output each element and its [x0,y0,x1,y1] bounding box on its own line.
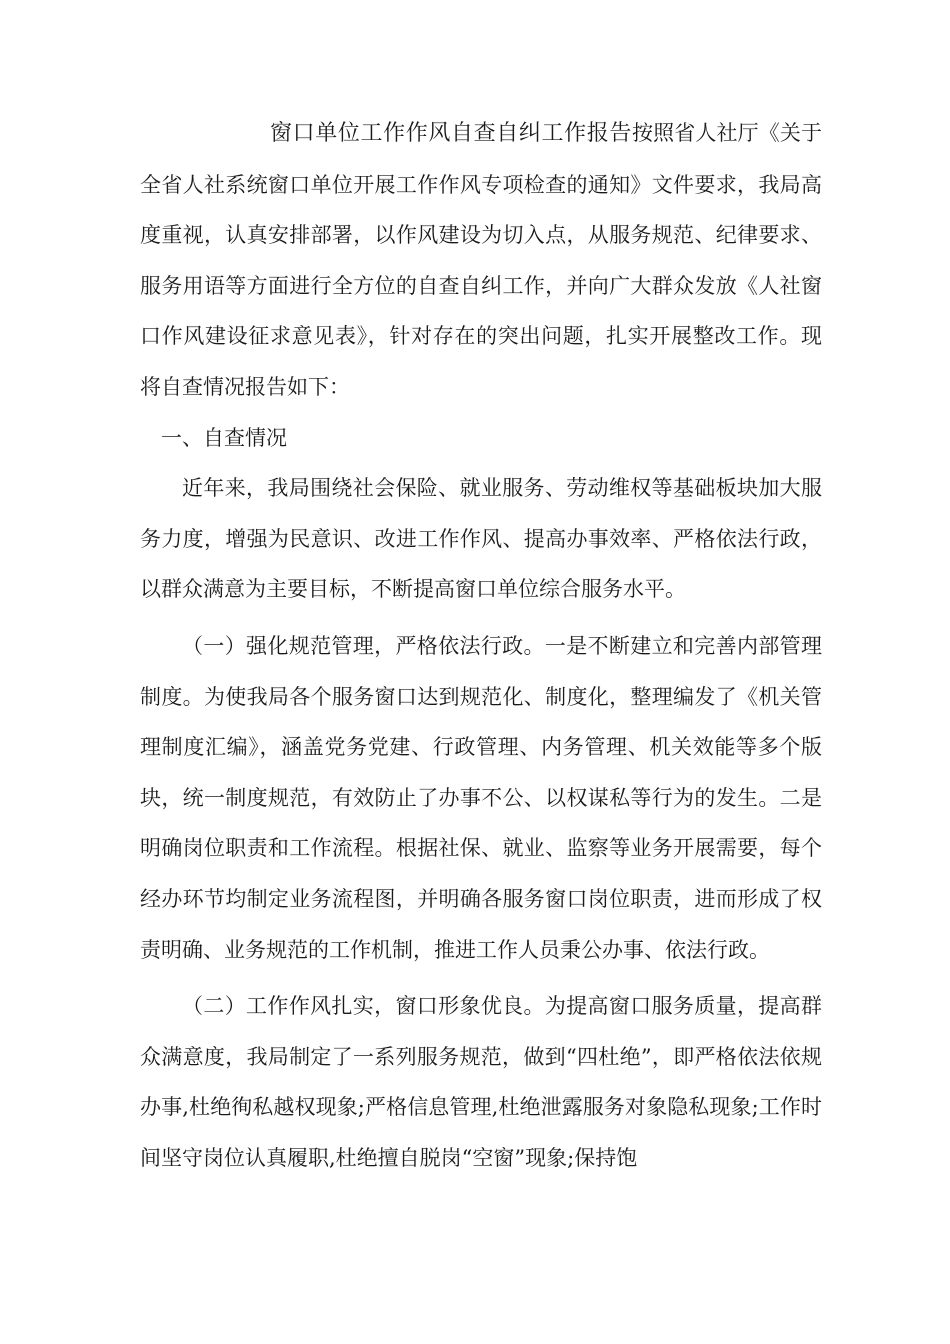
title-paragraph [140,108,822,413]
intro-text: 按照省人社厅《关于全省人社系统窗口单位开展工作作风专项检查的通知》文件要求，我局高度重视，认真安排部署，以作风建设为切入点，从服务规范、纪律要求、服务用语等方面进行全方位的自查自纠工作，并向广大群众发放《人社窗口作风建设征求意见表》，针对存在的突出问题，扎实开展整改工作。现将自查情况报告如下： [140,121,822,399]
section-heading: 一、自查情况 [161,425,287,450]
item-two-paragraph: （二）工作作风扎实，窗口形象优良。为提高窗口服务质量，提高群众满意度，我局制定了一系列服务规范，做到“四杜绝”，即严格依法依规办事,杜绝徇私越权现象;严格信息管理,杜绝泄露服务对象隐私现象;工作时间坚守岗位认真履职,杜绝擅自脱岗“空窗”现象;保持饱 [140,994,822,1170]
document-body [140,108,822,1183]
document-title: 窗口单位工作作风自查自纠工作报告 [270,121,632,146]
item-one-paragraph: （一）强化规范管理，严格依法行政。一是不断建立和完善内部管理制度。为使我局各个服务窗口达到规范化、制度化，整理编发了《机关管理制度汇编》，涵盖党务党建、行政管理、内务管理、机关效能等多个版块，统一制度规范，有效防止了办事不公、以权谋私等行为的发生。二是明确岗位职责和工作流程。根据社保、就业、监察等业务开展需要，每个经办环节均制定业务流程图，并明确各服务窗口岗位职责，进而形成了权责明确、业务规范的工作机制，推进工作人员秉公办事、依法行政。 [140,633,822,962]
section-paragraph: 近年来，我局围绕社会保险、就业服务、劳动维权等基础板块加大服务力度，增强为民意识、改进工作作风、提高办事效率、严格依法行政，以群众满意为主要目标，不断提高窗口单位综合服务水平。 [140,476,822,602]
